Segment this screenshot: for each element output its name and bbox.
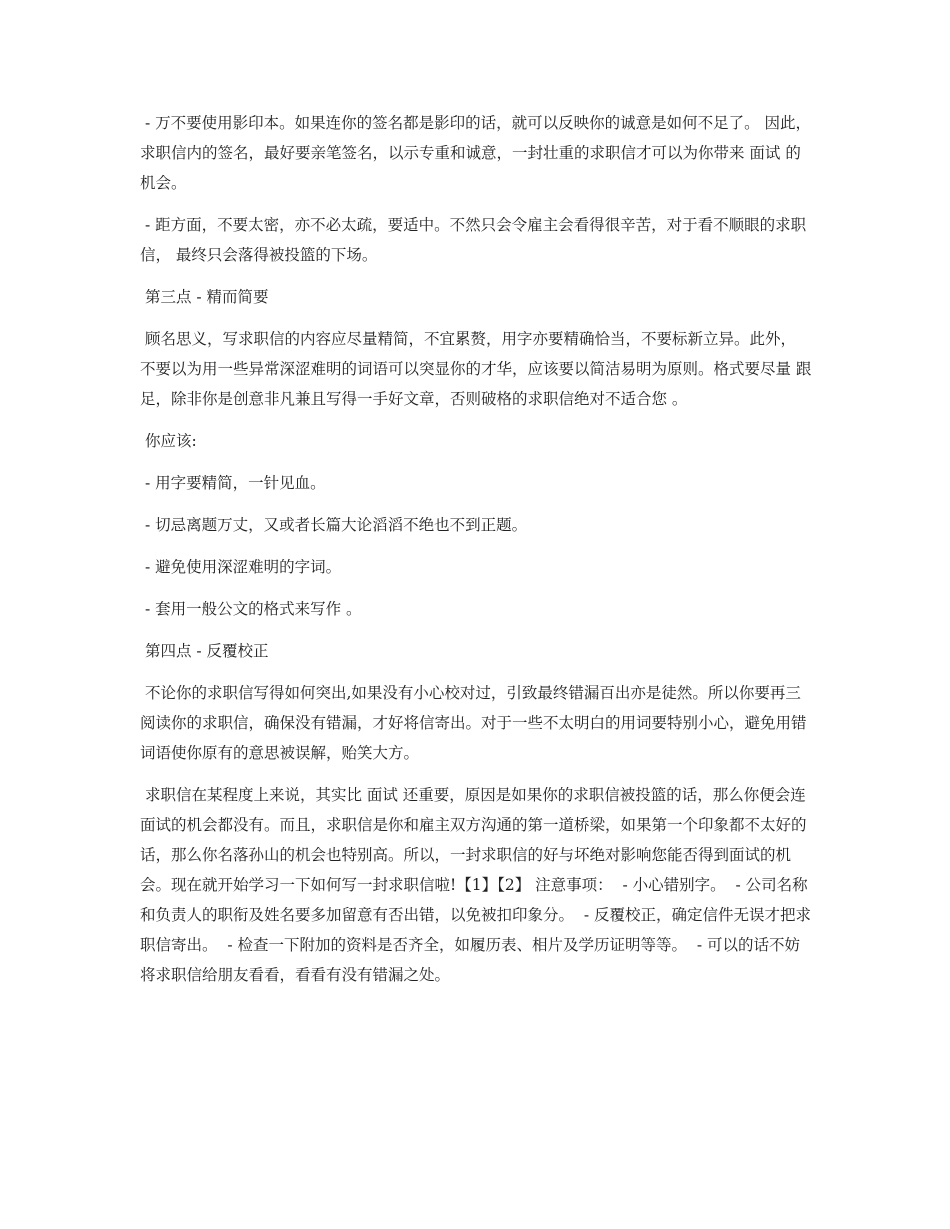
paragraph-you-should: 你应该:	[140, 432, 197, 450]
list-item-concise-wording: - 用字要精简，一针见血。	[140, 474, 326, 492]
section-heading-point-four: 第四点 - 反覆校正	[140, 642, 269, 660]
paragraph-spacing-advice: - 距方面，不要太密，亦不必太疏，要适中。不然只会令雇主会看得很辛苦，对于看不顺眼的求职信， 最终只会落得被投篮的下场。	[140, 216, 807, 264]
list-item-avoid-obscure-words: - 避免使用深涩难明的字词。	[140, 558, 342, 576]
list-item-official-format: - 套用一般公文的格式来写作 。	[140, 600, 362, 618]
paragraph-proofreading: 不论你的求职信写得如何突出,如果没有小心校对过，引致最终错漏百出亦是徒然。所以你要再三阅读你的求职信，确保没有错漏，才好将信寄出。对于一些不太明白的用词要特别小心，避免用错词语使你原有的意思被误解，贻笑大方。	[140, 684, 807, 762]
section-heading-point-three: 第三点 - 精而简要	[140, 288, 269, 306]
paragraph-signature-advice: - 万不要使用影印本。如果连你的签名都是影印的话，就可以反映你的诚意是如何不足了。 因此，求职信内的签名，最好要亲笔签名，以示专重和诚意，一封壮重的求职信才可以为你带来 面试 的机会。	[140, 114, 812, 192]
list-item-stay-on-topic: - 切忌离题万丈，又或者长篇大论滔滔不绝也不到正题。	[140, 516, 528, 534]
paragraph-importance-and-notes: 求职信在某程度上来说，其实比 面试 还重要，原因是如果你的求职信被投篮的话，那么你便会连面试的机会都没有。而且，求职信是你和雇主双方沟通的第一道桥梁，如果第一个印象都不太好的话，那么你名落孙山的机会也特别高。所以，一封求职信的好与坏绝对影响您能否得到面试的机会。现在就开始学习一下如何写一封求职信啦!【1】【2】 注意事项： - 小心错别字。 - 公司名称和负责人的职衔及姓名要多加留意有否出错，以免被扣印象分。 - 反覆校正，确定信件无误才把求职信寄出。 - 检查一下附加的资料是否齐全，如履历表、相片及学历证明等等。 - 可以的话不妨将求职信给朋友看看，看看有没有错漏之处。	[140, 786, 812, 984]
paragraph-concise-principle: 顾名思义，写求职信的内容应尽量精简，不宜累赘，用字亦要精确恰当，不要标新立异。此外， 不要以为用一些异常深涩难明的词语可以突显你的才华，应该要以简洁易明为原则。格式要尽量 跟足，除非你是创意非凡兼且写得一手好文章，否则破格的求职信绝对不适合您 。	[140, 330, 812, 408]
document-body	[140, 108, 812, 1002]
